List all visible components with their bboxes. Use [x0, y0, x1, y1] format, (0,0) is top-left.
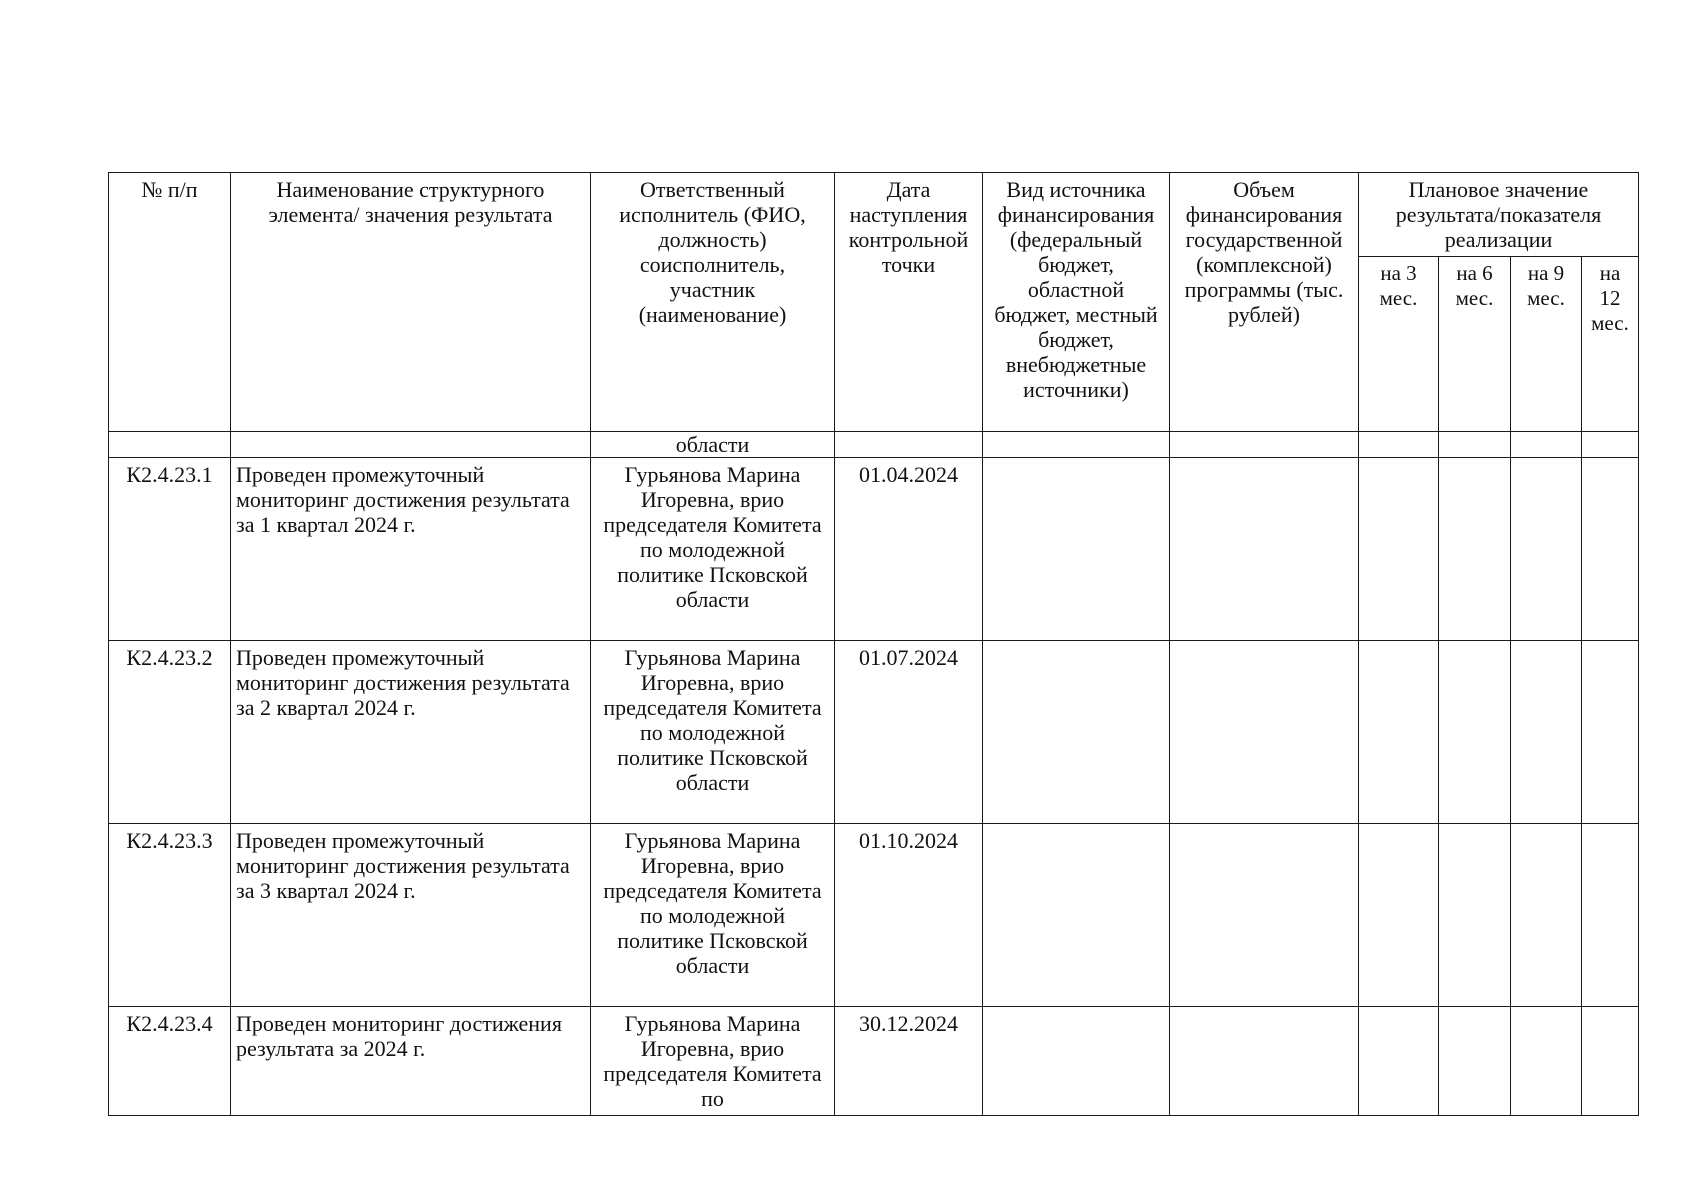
row-3-months [1359, 458, 1439, 641]
continuation-text: области [591, 432, 835, 458]
header-3-months: на 3 мес. [1359, 257, 1439, 432]
continuation-row [109, 432, 1639, 458]
row-3-months [1359, 641, 1439, 824]
row-9-months [1511, 641, 1582, 824]
header-plan-group: Плановое значение результата/показателя реализации [1359, 173, 1639, 257]
header-6-months: на 6 мес. [1439, 257, 1511, 432]
header-source: Вид источника финансирования (федеральный бюджет, областной бюджет, местный бюджет, внебюджетные источники) [983, 173, 1170, 432]
row-volume [1170, 1007, 1359, 1116]
header-12-months: на 12 мес. [1582, 257, 1639, 432]
row-date: 01.04.2024 [835, 458, 983, 641]
row-3-months [1359, 1007, 1439, 1116]
row-name: Проведен мониторинг достижения результата за 2024 г. [231, 1007, 591, 1116]
row-9-months [1511, 824, 1582, 1007]
table-row [109, 458, 1639, 641]
table-row [109, 824, 1639, 1007]
row-source [983, 824, 1170, 1007]
row-12-months [1582, 641, 1639, 824]
header-date: Дата наступления контрольной точки [835, 173, 983, 432]
row-source [983, 641, 1170, 824]
row-volume [1170, 824, 1359, 1007]
row-6-months [1439, 458, 1511, 641]
row-num: К2.4.23.2 [109, 641, 231, 824]
row-volume [1170, 458, 1359, 641]
row-12-months [1582, 824, 1639, 1007]
row-12-months [1582, 458, 1639, 641]
row-6-months [1439, 641, 1511, 824]
row-responsible: Гурьянова Марина Игоревна, врио председателя Комитета по молодежной политике Псковской области [591, 824, 835, 1007]
row-6-months [1439, 1007, 1511, 1116]
row-responsible: Гурьянова Марина Игоревна, врио председателя Комитета по молодежной политике Псковской области [591, 458, 835, 641]
row-num: К2.4.23.4 [109, 1007, 231, 1116]
row-date: 01.10.2024 [835, 824, 983, 1007]
header-volume: Объем финансирования государственной (комплексной) программы (тыс. рублей) [1170, 173, 1359, 432]
row-9-months [1511, 1007, 1582, 1116]
row-responsible: Гурьянова Марина Игоревна, врио председателя Комитета по молодежной политике Псковской области [591, 641, 835, 824]
header-9-months: на 9 мес. [1511, 257, 1582, 432]
row-source [983, 458, 1170, 641]
row-name: Проведен промежуточный мониторинг достижения результата за 1 квартал 2024 г. [231, 458, 591, 641]
row-12-months [1582, 1007, 1639, 1116]
header-name: Наименование структурного элемента/ значения результата [231, 173, 591, 432]
row-date: 30.12.2024 [835, 1007, 983, 1116]
row-responsible: Гурьянова Марина Игоревна, врио председателя Комитета по [591, 1007, 835, 1116]
row-volume [1170, 641, 1359, 824]
row-9-months [1511, 458, 1582, 641]
row-num: К2.4.23.1 [109, 458, 231, 641]
row-name: Проведен промежуточный мониторинг достижения результата за 2 квартал 2024 г. [231, 641, 591, 824]
table-row [109, 641, 1639, 824]
row-source [983, 1007, 1170, 1116]
control-points-table [108, 172, 1639, 1116]
row-num: К2.4.23.3 [109, 824, 231, 1007]
row-name: Проведен промежуточный мониторинг достижения результата за 3 квартал 2024 г. [231, 824, 591, 1007]
table-row [109, 1007, 1639, 1116]
row-6-months [1439, 824, 1511, 1007]
header-responsible: Ответственный исполнитель (ФИО, должность) соисполнитель, участник (наименование) [591, 173, 835, 432]
row-date: 01.07.2024 [835, 641, 983, 824]
header-num: № п/п [109, 173, 231, 432]
row-3-months [1359, 824, 1439, 1007]
